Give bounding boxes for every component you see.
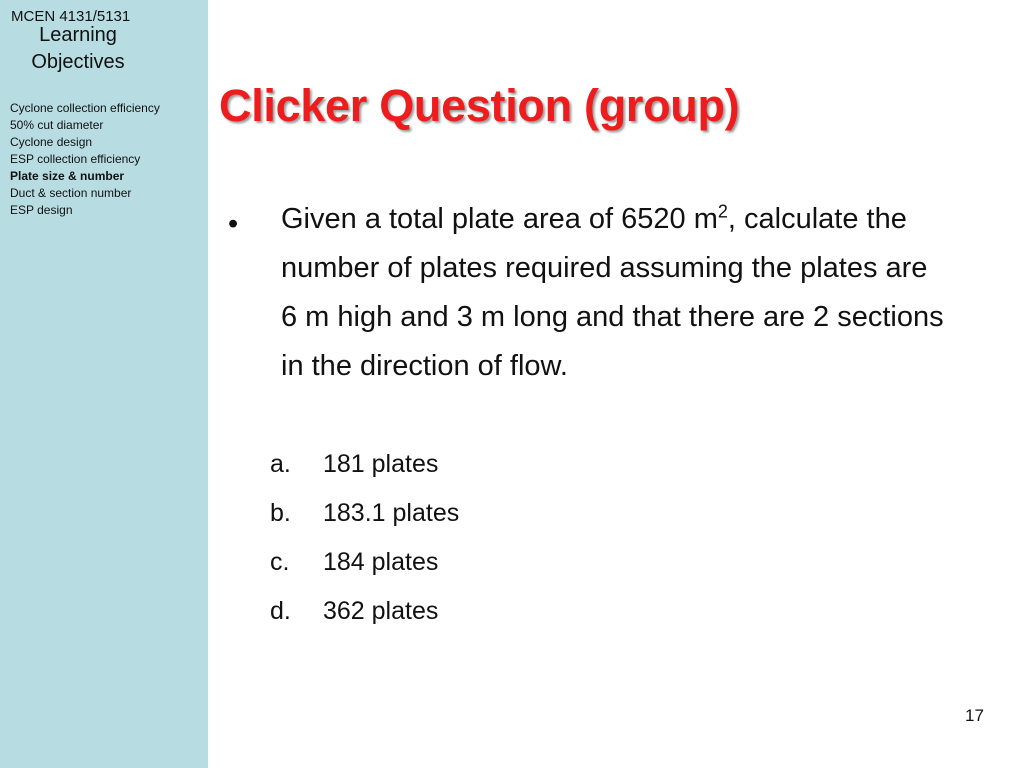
answer-option: [270, 440, 459, 489]
answer-option: [270, 587, 459, 636]
answer-options: [270, 440, 459, 636]
question-text: [281, 195, 951, 391]
topic-item: ESP collection efficiency: [10, 152, 141, 166]
question-part-1: Given a total plate area of 6520 m: [281, 203, 718, 235]
slide-title: Clicker Question (group): [219, 80, 740, 131]
option-text: 183.1 plates: [323, 499, 460, 527]
question-part-2: , calculate the number of plates required assuming the plates are 6 m high and 3 m long and that there are 2 sections in the direction of flow.: [281, 203, 944, 382]
option-letter: b.: [270, 499, 291, 527]
topic-item: 50% cut diameter: [10, 118, 104, 132]
option-text: 184 plates: [323, 548, 439, 576]
page-number: 17: [965, 706, 984, 725]
answer-option: [270, 489, 459, 538]
topic-item: Cyclone collection efficiency: [10, 101, 160, 115]
option-letter: c.: [270, 548, 290, 576]
option-letter: a.: [270, 450, 291, 478]
topic-item: Duct & section number: [10, 186, 132, 200]
course-code: MCEN 4131/5131: [11, 8, 131, 25]
sidebar: [0, 0, 208, 768]
bullet-icon: •: [228, 208, 239, 240]
topic-item-active: Plate size & number: [10, 169, 125, 183]
option-text: 362 plates: [323, 597, 439, 625]
learning-objectives-heading: Learning Objectives: [31, 24, 125, 73]
answer-option: [270, 538, 459, 587]
option-letter: d.: [270, 597, 291, 625]
topic-item: ESP design: [10, 203, 73, 217]
question-superscript: 2: [717, 201, 728, 222]
topic-item: Cyclone design: [10, 135, 93, 149]
topics-list: [10, 100, 160, 219]
option-text: 181 plates: [323, 450, 439, 478]
